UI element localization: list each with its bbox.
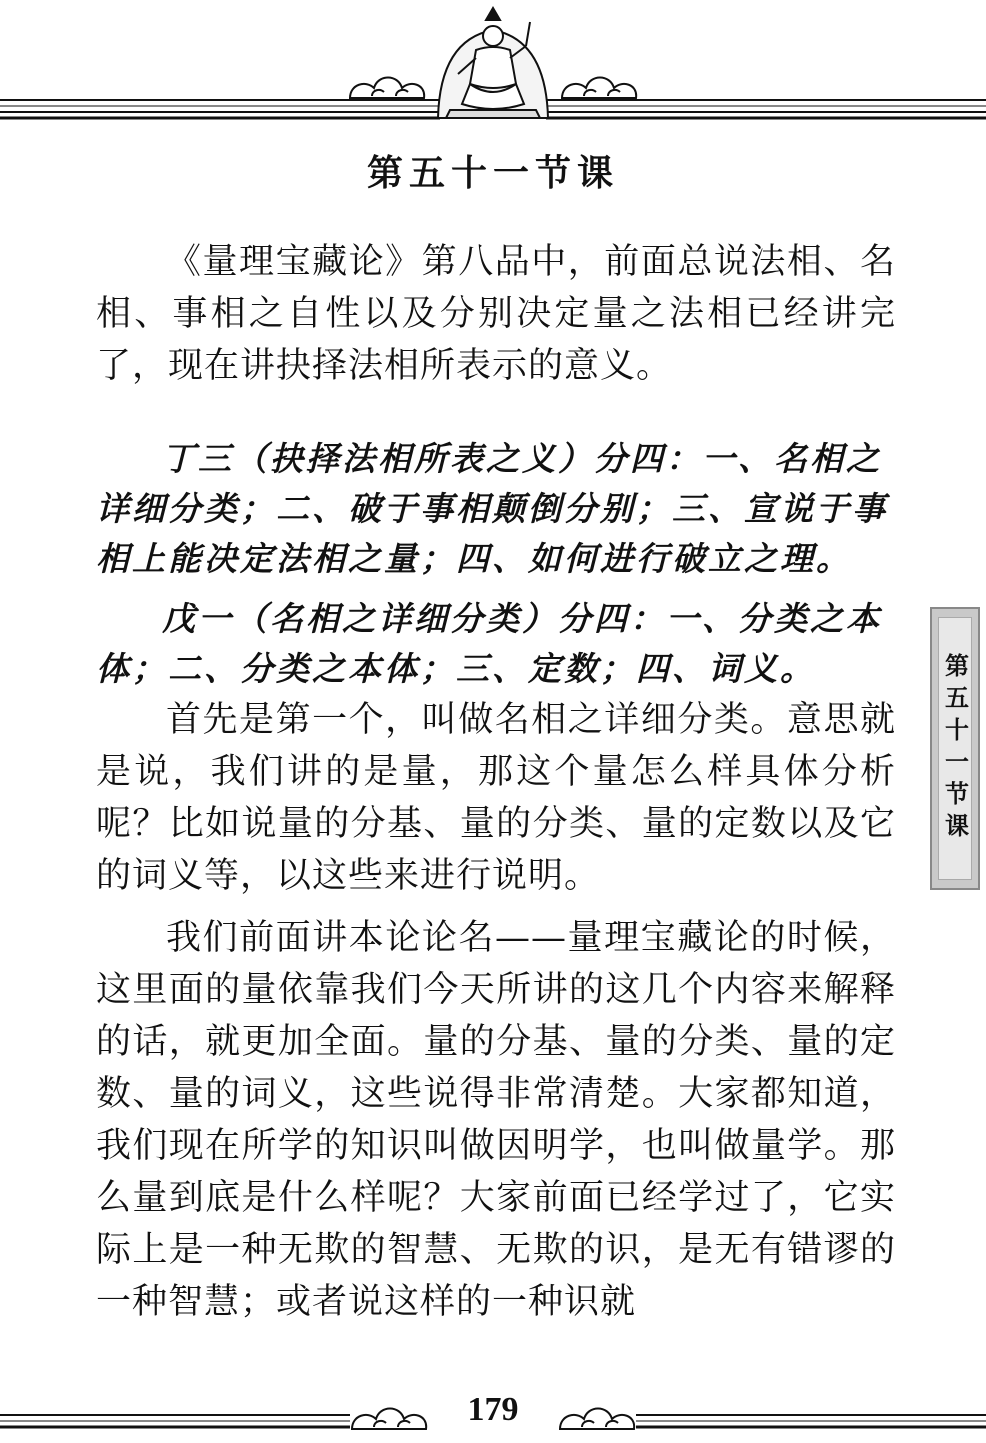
page-number: 179 bbox=[467, 1391, 519, 1428]
body-paragraph-1: 首先是第一个，叫做名相之详细分类。意思就是说，我们讲的是量，那这个量怎么样具体分析呢？比如说量的分基、量的分类、量的定数以及它的词义等，以这些来进行说明。 bbox=[96, 700, 896, 896]
footer-cloud-left bbox=[352, 1409, 426, 1430]
outline-heading-wu1: 戊一（名相之详细分类）分四：一、分类之本体；二、分类之本体；三、定数；四、词义。 bbox=[96, 599, 882, 688]
chapter-side-tab-label: 第五十一节课 bbox=[940, 652, 970, 845]
chapter-side-tab bbox=[930, 607, 980, 890]
intro-paragraph: 《量理宝藏论》第八品中，前面总说法相、名相、事相之自性以及分别决定量之法相已经讲完了，现在讲抉择法相所表示的意义。 bbox=[96, 242, 896, 386]
header-ornament bbox=[0, 0, 986, 130]
header-rule-right bbox=[546, 100, 986, 118]
chapter-side-tab-inner bbox=[938, 617, 972, 880]
deity-figure-icon bbox=[438, 8, 548, 118]
cloud-ornament-left bbox=[350, 78, 424, 99]
outline-heading-ding3: 丁三（抉择法相所表之义）分四：一、名相之详细分类；二、破于事相颠倒分别；三、宣说于事相上能决定法相之量；四、如何进行破立之理。 bbox=[96, 439, 888, 578]
footer-cloud-right bbox=[560, 1409, 634, 1430]
spacer bbox=[96, 902, 896, 912]
footer-rule-left bbox=[0, 1415, 350, 1427]
footer-rule-right bbox=[636, 1415, 986, 1427]
header-rule-left bbox=[0, 100, 440, 118]
spacer bbox=[96, 584, 896, 594]
cloud-ornament-right bbox=[562, 78, 636, 99]
body-paragraph-2: 我们前面讲本论论名——量理宝藏论的时候，这里面的量依靠我们今天所讲的这几个内容来解释的话，就更加全面。量的分基、量的分类、量的定数、量的词义，这些说得非常清楚。大家都知道，我们现在所学的知识叫做因明学，也叫做量学。那么量到底是什么样呢？大家前面已经学过了，它实际上是一种无欺的智慧、无欺的识，是无有错谬的一种智慧；或者说这样的一种识就 bbox=[96, 918, 896, 1322]
page-content bbox=[96, 236, 896, 1328]
spacer bbox=[96, 392, 896, 434]
chapter-title: 第五十一节课 bbox=[366, 152, 619, 194]
